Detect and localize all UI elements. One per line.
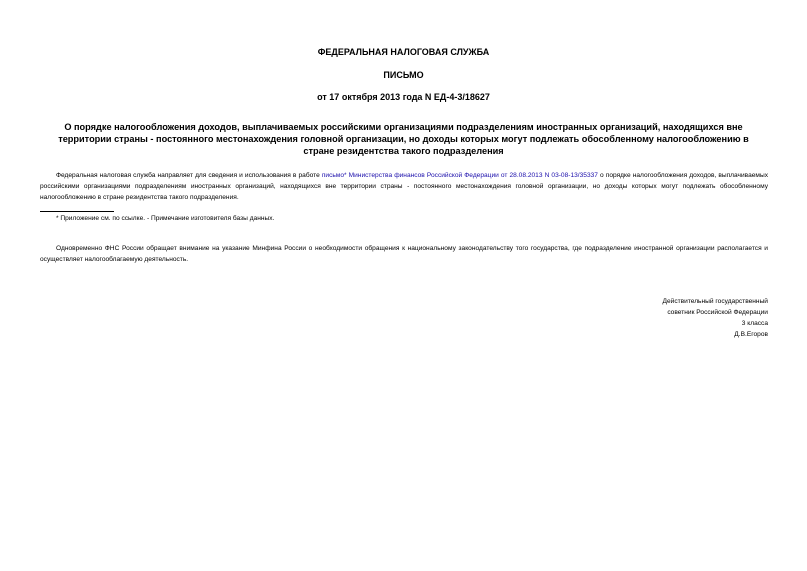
paragraph-text: Федеральная налоговая служба направляет для сведения и использования в работе: [56, 172, 322, 179]
document-type: ПИСЬМО: [383, 70, 424, 80]
body-paragraph-2: Одновременно ФНС России обращает внимание на указание Минфина России о необходимости обращения к национальному законодательству того государства, где подразделение иностранной организации располагается и осуществляет налогооблагаемую деятельность.: [40, 245, 768, 263]
organization-name: ФЕДЕРАЛЬНАЯ НАЛОГОВАЯ СЛУЖБА: [317, 47, 490, 57]
footnote-text: * Приложение см. по ссылке. - Примечание изготовителя базы данных.: [56, 215, 275, 222]
signature-block: [508, 296, 768, 340]
document-subject: О порядке налогообложения доходов, выплачиваемых российскими организациями подразделениям иностранных организаций, находящихся вне территории страны - постоянного местонахождения головной организации, но доходы которых могут подлежать обособленному налогообложению в стране резидентства такого подразделения: [58, 122, 749, 156]
signer-title-line-3: 3 класса: [741, 320, 768, 327]
signer-title-line-2: советник Российской Федерации: [667, 309, 768, 316]
body-paragraph-1: [40, 170, 768, 203]
signer-title-line-1: Действительный государственный: [662, 298, 768, 305]
document-date-number: от 17 октября 2013 года N ЕД-4-3/18627: [317, 92, 490, 102]
paragraph-text: о порядке налогообложения доходов, выплачиваемых российскими организациями подразделениям иностранных организаций, находящихся вне территории страны - постоянного местонахождения головной организации, но доходы которых могут подлежать обособленному налогообложению в стране резидентства такого подразделения.: [40, 172, 768, 201]
letter-reference-link[interactable]: письмо* Министерства финансов Российской Федерации от 28.08.2013 N 03-08-13/35337: [321, 172, 598, 179]
footnote-divider: [40, 211, 114, 212]
signer-name: Д.В.Егоров: [734, 331, 768, 338]
